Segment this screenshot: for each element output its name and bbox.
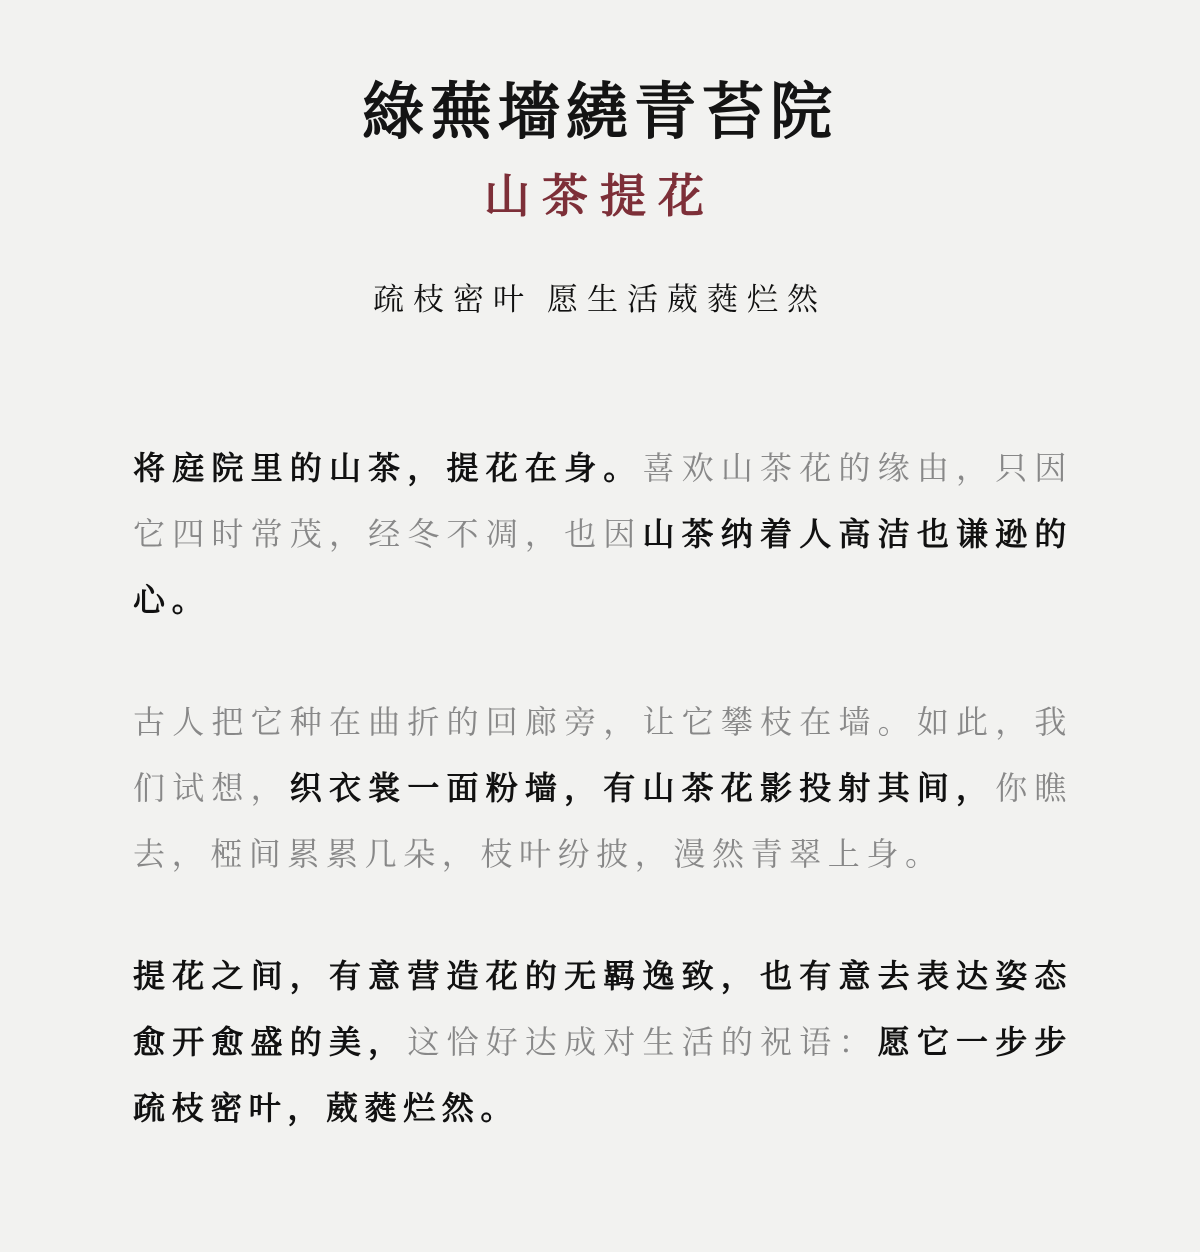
paragraph-1 bbox=[133, 435, 1073, 633]
emphasis-text: 将庭院里的山茶，提花在身。 bbox=[133, 449, 643, 487]
emphasis-text: 提花之间，有意营造花的无羁逸致，也有意去表达姿态愈开愈盛的美， bbox=[133, 957, 1073, 1061]
body-text: 这恰好达成对生活的祝语： bbox=[407, 1023, 878, 1061]
body-text: 喜欢山茶花的缘由，只因它四时常茂，经冬不凋，也因 bbox=[133, 449, 1073, 553]
emphasis-text: 山茶纳着人高洁也谦逊的心。 bbox=[133, 515, 1073, 619]
page-title: 綠蕪墻繞青苔院 bbox=[361, 75, 838, 148]
emphasis-text: 愿它一步步疏枝密叶，葳蕤烂然。 bbox=[133, 1023, 1074, 1127]
paragraph-3 bbox=[133, 943, 1073, 1141]
tagline bbox=[0, 278, 1200, 322]
page-subtitle: 山茶提花 bbox=[484, 169, 716, 223]
tagline-part-1: 疏枝密叶 bbox=[373, 282, 533, 318]
emphasis-text: 织衣裳一面粉墙，有山茶花影投射其间， bbox=[289, 769, 996, 807]
body-text: 古人把它种在曲折的回廊旁，让它攀枝在墙。如此，我们试想， bbox=[133, 703, 1073, 807]
tagline-part-2: 愿生活葳蕤烂然 bbox=[547, 282, 827, 318]
body-text: 你瞧去，椏间累累几朵，枝叶纷披，漫然青翠上身。 bbox=[133, 769, 1073, 873]
paragraph-2 bbox=[133, 689, 1073, 887]
